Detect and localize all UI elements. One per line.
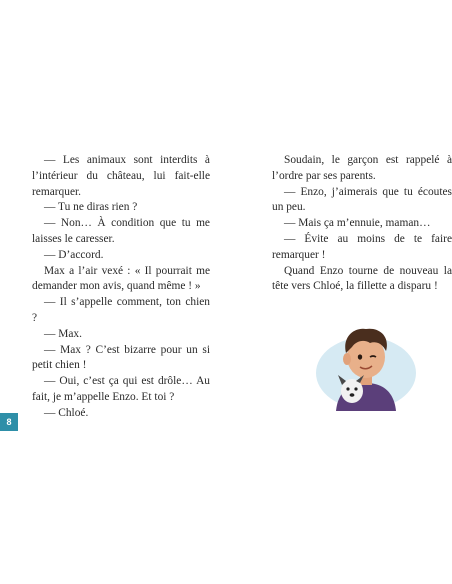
paragraph: — Non… À condition que tu me laisses le caresser.	[32, 217, 210, 245]
paragraph: Soudain, le garçon est rappelé à l’ordre par ses parents.	[272, 154, 452, 182]
paragraph: — Chloé.	[44, 406, 89, 419]
right-text-column	[272, 153, 452, 295]
dog-eye	[346, 387, 349, 390]
paragraph: Quand Enzo tourne de nouveau la tête vers Chloé, la fillette a disparu !	[272, 264, 452, 293]
paragraph: — Évite au moins de te faire remarquer !	[272, 232, 452, 261]
paragraph: — Il s’appelle comment, ton chien ?	[32, 296, 210, 324]
paragraph: — Les animaux sont interdits à l’intérieur du château, lui fait-elle remarquer.	[32, 154, 210, 198]
boy-with-dog-illustration	[312, 315, 420, 411]
boy-ear	[343, 353, 351, 365]
paragraph: — D’accord.	[44, 248, 104, 261]
paragraph: — Mais ça m’ennuie, maman…	[284, 217, 431, 230]
boy-eye	[358, 354, 362, 359]
paragraph: — Enzo, j’aimerais que tu écoutes un peu.	[272, 185, 452, 214]
paragraph: — Tu ne diras rien ?	[44, 201, 138, 214]
paragraph: — Oui, c’est ça qui est drôle… Au fait, je m’appelle Enzo. Et toi ?	[32, 375, 210, 403]
dog-eye	[354, 387, 357, 390]
paragraph: — Max ? C’est bizarre pour un si petit chien !	[32, 343, 210, 372]
dog-nose	[350, 393, 355, 397]
left-text-column	[32, 153, 210, 422]
page-number-badge: 8	[0, 413, 18, 431]
paragraph: Max a l’air vexé : « Il pourrait me demander mon avis, quand même ! »	[32, 264, 210, 293]
paragraph: — Max.	[44, 327, 82, 340]
